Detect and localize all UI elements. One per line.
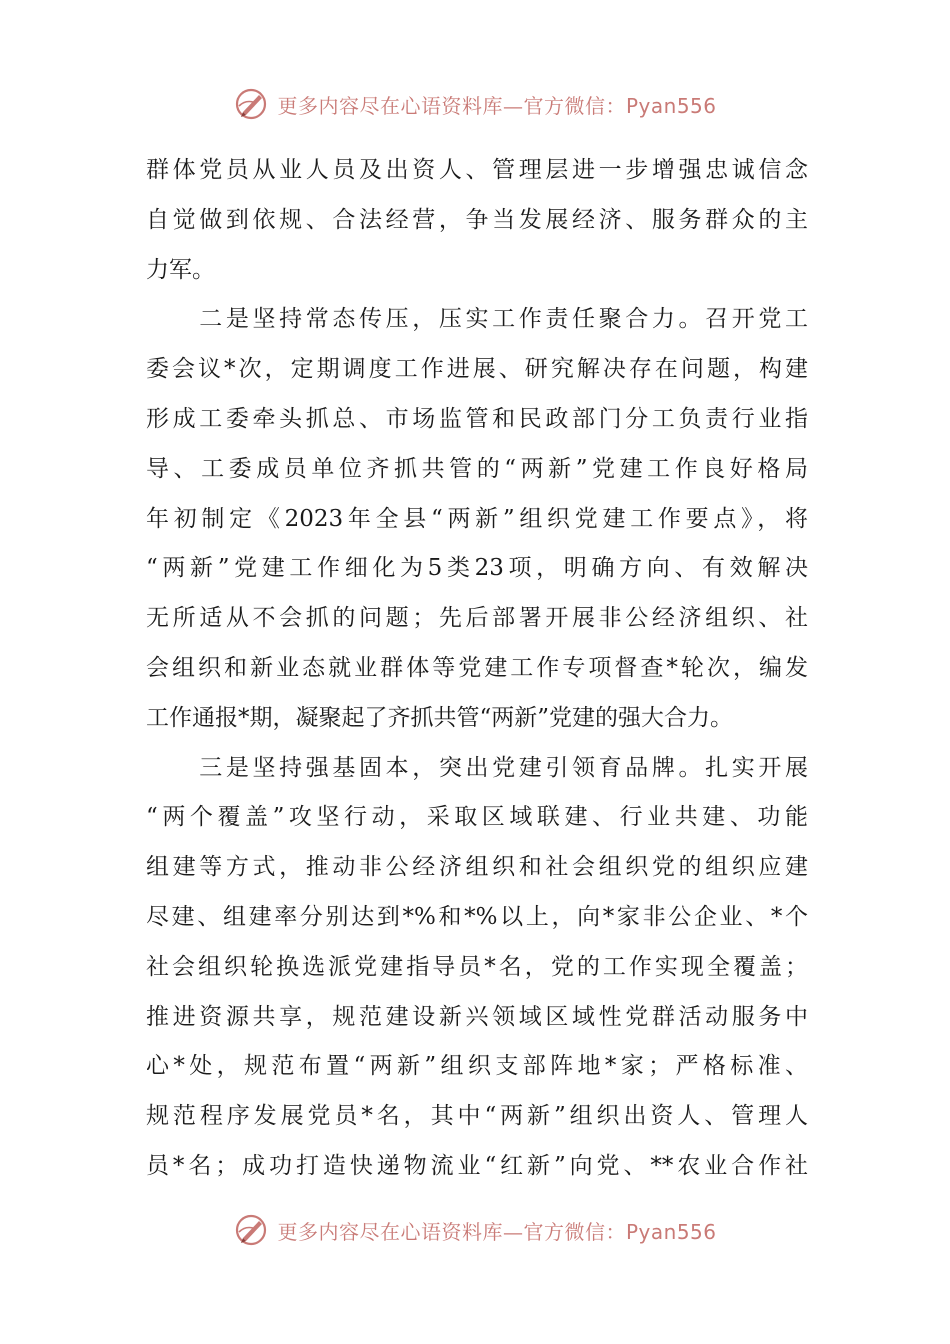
text-line: 形成工委牵头抓总、市场监管和民政部门分工负责行业指 [146,405,808,432]
watermark-wechat-id: Pyan556 [625,93,717,118]
watermark-label: 更多内容尽在心语资料库—官方微信： [277,93,626,118]
watermark-wechat-id: Pyan556 [625,1219,717,1244]
text-line: 尽建、组建率分别达到*%和*%以上，向*家非公企业、*个 [146,903,808,930]
text-line: 推进资源共享，规范建设新兴领域区域性党群活动服务中 [146,1003,808,1030]
watermark-label: 更多内容尽在心语资料库—官方微信： [277,1219,626,1244]
text-line: 工作通报*期，凝聚起了齐抓共管“两新”党建的强大合力。 [146,704,734,731]
header-watermark [0,84,950,124]
text-line: 年初制定《2023年全县“两新”组织党建工作要点》，将 [146,505,808,532]
text-line: “两个覆盖”攻坚行动，采取区域联建、行业共建、功能 [146,804,808,831]
text-line: 群体党员从业人员及出资人、管理层进一步增强忠诚信念 [146,157,808,183]
text-line: 自觉做到依规、合法经营，争当发展经济、服务群众的主 [146,206,808,233]
pen-logo-icon [233,1212,269,1248]
watermark-text [277,90,716,119]
text-line: “两新”党建工作细化为5类23项，明确方向、有效解决 [146,555,808,582]
text-line: 组建等方式，推动非公经济组织和社会组织党的组织应建 [146,854,808,881]
pen-logo-icon [233,86,269,122]
footer-watermark [0,1210,950,1250]
text-line: 社会组织轮换选派党建指导员*名，党的工作实现全覆盖； [146,953,808,980]
document-body [146,146,808,1192]
text-line: 心*处，规范布置“两新”组织支部阵地*家；严格标准、 [146,1053,808,1080]
text-line: 会组织和新业态就业群体等党建工作专项督查*轮次，编发 [146,654,808,681]
text-line: 导、工委成员单位齐抓共管的“两新”党建工作良好格局 [146,455,808,482]
text-line: 员*名；成功打造快递物流业“红新”向党、**农业合作社 [146,1152,808,1179]
text-line: 三是坚持强基固本，突出党建引领育品牌。扎实开展 [146,754,808,781]
watermark-text [277,1216,716,1245]
text-line: 力军。 [146,256,215,283]
text-line: 二是坚持常态传压，压实工作责任聚合力。召开党工 [146,306,808,333]
text-line: 规范程序发展党员*名，其中“两新”组织出资人、管理人 [146,1103,808,1130]
text-line: 无所适从不会抓的问题；先后部署开展非公经济组织、社 [146,605,808,632]
text-line: 委会议*次，定期调度工作进展、研究解决存在问题，构建 [146,356,808,383]
